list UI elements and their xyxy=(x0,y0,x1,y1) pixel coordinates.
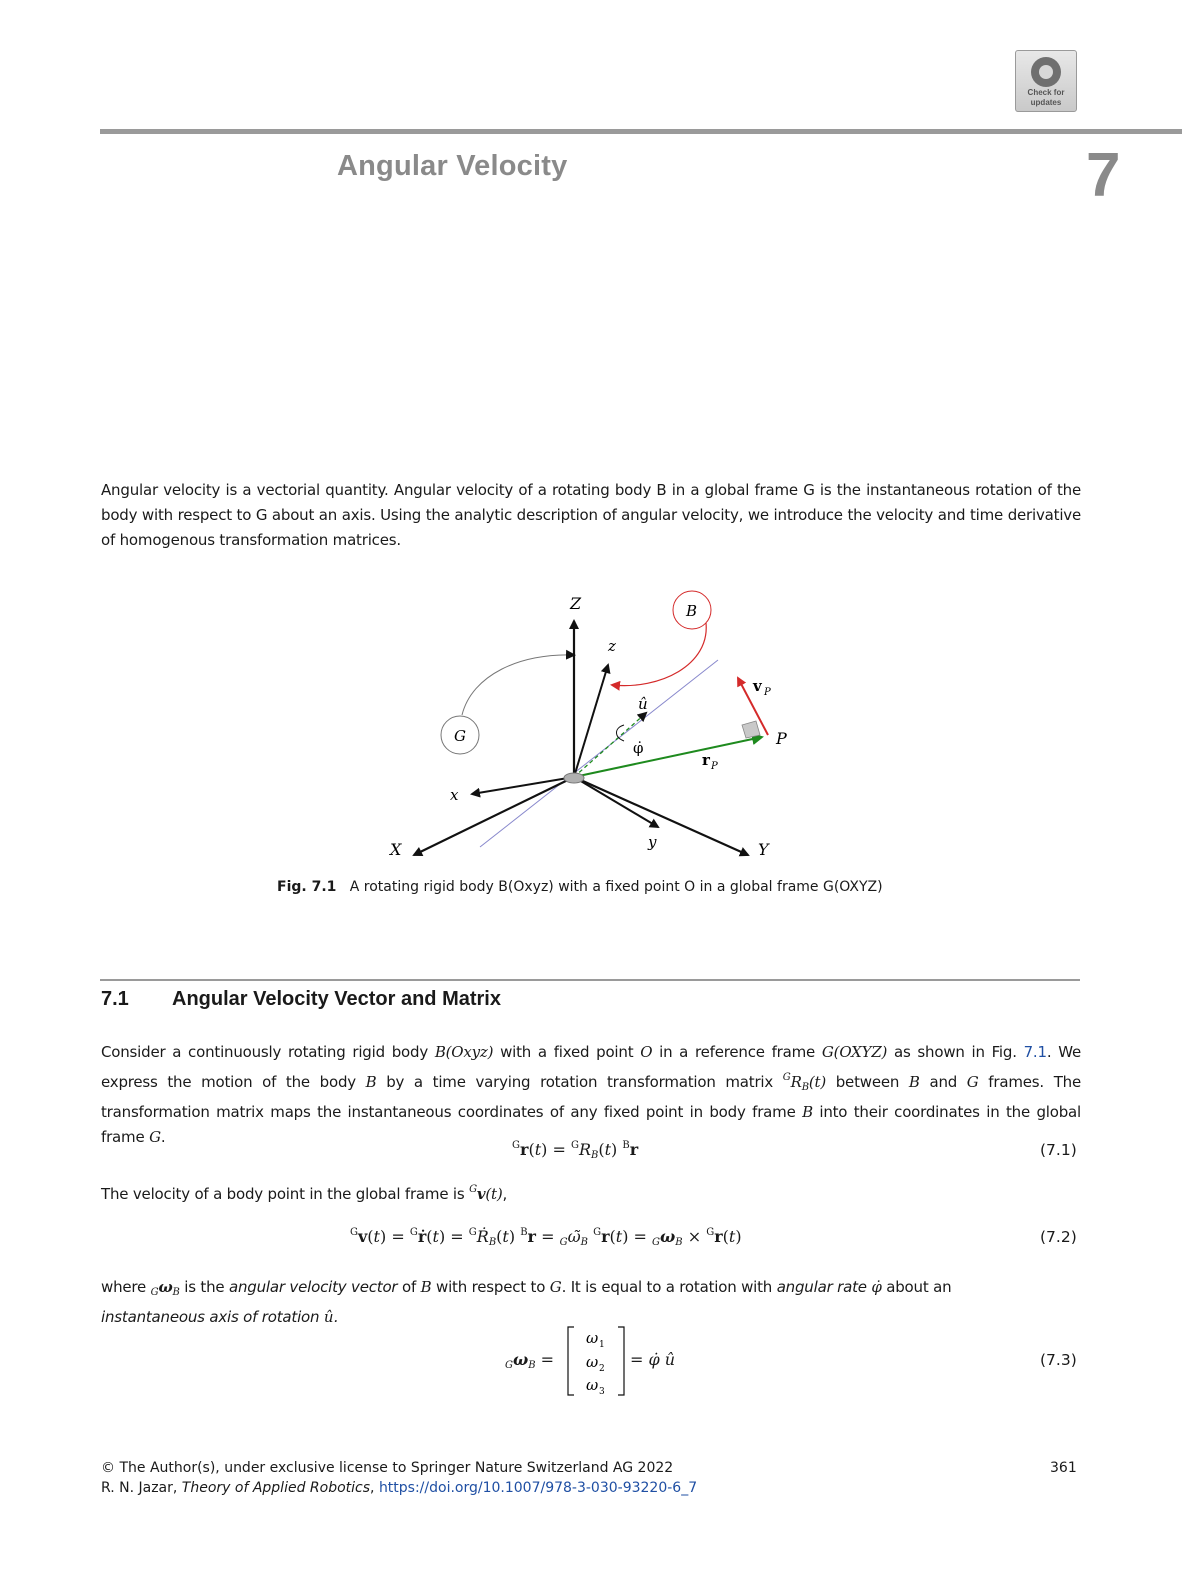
equation-7-3-matrix xyxy=(566,1325,626,1397)
omega-2: ω xyxy=(586,1353,599,1371)
doi-link[interactable]: https://doi.org/10.1007/978-3-030-93220-6_7 xyxy=(378,1480,698,1496)
equation-number-7-1: (7.1) xyxy=(1040,1141,1077,1159)
chapter-number: 7 xyxy=(1086,141,1121,210)
label-z: z xyxy=(608,637,616,655)
page-number: 361 xyxy=(1050,1460,1077,1476)
body-paragraph-1: Consider a continuously rotating rigid body B(Oxyz) with a fixed point O in a reference frame G(OXYZ) as shown in Fig. 7.1. We express the motion of the body B by a time varying rotation transformation matrix $^GR_B(t)$ between B and G frames. The transformation matrix maps the instantaneous coordinates of any fixed point in body frame B into their coordinates in the global frame G. xyxy=(101,1043,1081,1146)
check-for-updates-badge[interactable] xyxy=(1015,50,1077,112)
citation-line: R. N. Jazar, Theory of Applied Robotics, https://doi.org/10.1007/978-3-030-93220-6_7 xyxy=(101,1480,698,1496)
label-phi-dot: φ̇ xyxy=(633,739,644,757)
label-G: G xyxy=(454,727,466,745)
svg-text:3: 3 xyxy=(599,1387,605,1397)
copyright-line: © The Author(s), under exclusive license to Springer Nature Switzerland AG 2022 xyxy=(101,1460,674,1476)
label-X: X xyxy=(390,840,402,859)
equation-7-1: $^Gr(t) = ^GR_B(t)$ $^B$r xyxy=(512,1140,639,1161)
right-angle-mark xyxy=(742,721,760,738)
label-rP: r xyxy=(702,751,710,769)
B-rotation-arc xyxy=(612,623,706,686)
svg-text:1: 1 xyxy=(599,1340,605,1350)
chapter-rule xyxy=(100,129,1182,134)
label-y: y xyxy=(648,833,657,851)
label-P: P xyxy=(776,729,787,748)
figure-ref-link[interactable]: 7.1 xyxy=(1023,1043,1047,1061)
label-Z: Z xyxy=(570,594,582,613)
body-paragraph-2: The velocity of a body point in the global frame is $^G$v(t), xyxy=(101,1184,508,1203)
Y-axis xyxy=(574,777,748,855)
equation-7-3-rhs: = φ̇ û xyxy=(630,1350,676,1369)
equation-number-7-2: (7.2) xyxy=(1040,1228,1077,1246)
caption-text: A rotating rigid body B(Oxyz) with a fixed point O in a global frame G(OXYZ) xyxy=(349,879,883,895)
body-paragraph-3: where $_G\omega_B$ is the angular velocity vector of B with respect to G. It is equal to a rotation with angular rate φ̇ about an instantaneous axis of rotation û. xyxy=(101,1278,952,1326)
badge-text-2: updates xyxy=(1030,98,1062,107)
updates-icon xyxy=(1031,57,1061,87)
label-u-hat: û xyxy=(638,695,648,713)
y-axis xyxy=(574,777,658,827)
chapter-title: Angular Velocity xyxy=(337,150,568,182)
caption-label: Fig. 7.1 xyxy=(277,879,337,895)
label-B: B xyxy=(686,602,698,620)
equation-7-3-lhs: $_G\omega_B$ = xyxy=(505,1350,555,1371)
svg-text:2: 2 xyxy=(599,1364,605,1374)
label-rP-sub: P xyxy=(711,761,718,772)
section-rule xyxy=(100,979,1080,981)
figure-7-1 xyxy=(380,585,820,870)
label-vP: v xyxy=(753,677,762,695)
label-Y: Y xyxy=(758,840,769,859)
omega-3: ω xyxy=(586,1376,599,1394)
X-axis xyxy=(414,777,574,855)
origin-joint xyxy=(564,773,584,783)
equation-7-2: $^G$v(t) = $^G$ṙ(t) = $^G$Ṙ$_B$(t) $^Br = _G\omegã_B$ $^Gr(t) = _G\omega_B \times ^Gr(t)$ xyxy=(350,1227,742,1248)
rP-vector xyxy=(574,737,762,777)
figure-caption xyxy=(277,879,977,895)
intro-paragraph: Angular velocity is a vectorial quantity. Angular velocity of a rotating body B in a global frame G is the instantaneous rotation of the body with respect to G about an axis. Using the analytic description of angular velocity, we introduce the velocity and time derivative of homogenous transformation matrices. xyxy=(101,481,1081,549)
section-title: Angular Velocity Vector and Matrix xyxy=(172,988,501,1010)
section-number: 7.1 xyxy=(101,988,129,1010)
badge-text-1: Check for xyxy=(1027,88,1065,97)
omega-1: ω xyxy=(586,1329,599,1347)
label-x: x xyxy=(450,786,459,804)
label-vP-sub: P xyxy=(764,687,771,698)
G-rotation-arc xyxy=(462,655,574,715)
equation-number-7-3: (7.3) xyxy=(1040,1351,1077,1369)
